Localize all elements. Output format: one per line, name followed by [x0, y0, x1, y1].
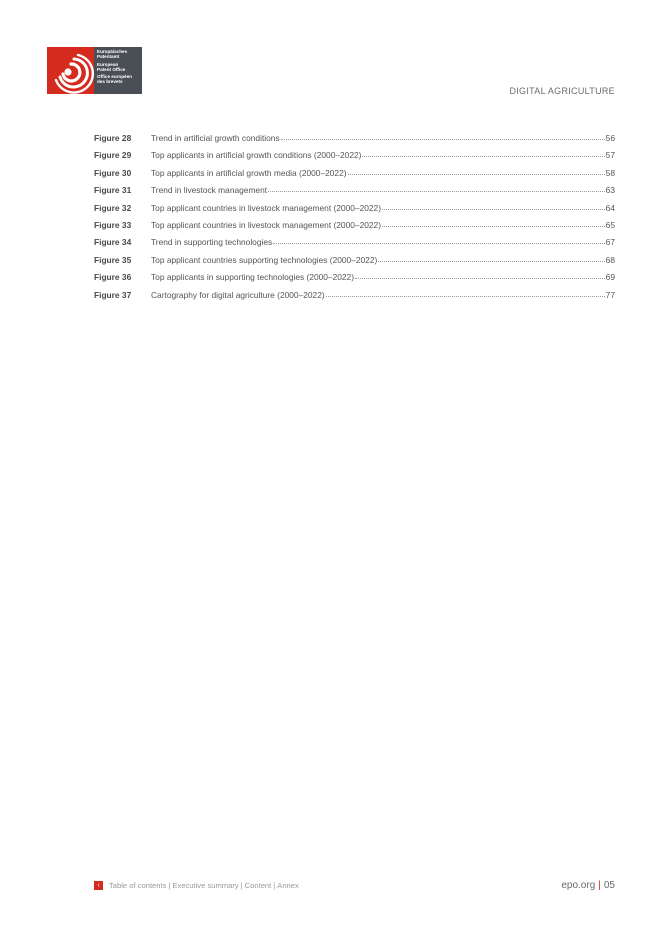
list-of-figures [94, 133, 615, 307]
toc-entry[interactable] [94, 255, 615, 272]
page-ref: 63 [605, 185, 615, 196]
toc-entry[interactable] [94, 185, 615, 202]
nav-link-content[interactable]: Content [244, 880, 272, 890]
figure-title: Top applicant countries in livestock management (2000–2022) [151, 202, 381, 213]
toc-entry[interactable] [94, 237, 615, 254]
leader-dots [281, 138, 605, 140]
toc-entry[interactable] [94, 133, 615, 150]
leader-dots [378, 260, 604, 262]
page-ref: 67 [605, 237, 615, 248]
nav-separator: | [273, 880, 276, 890]
footer-nav [94, 881, 299, 890]
leader-dots [326, 295, 605, 297]
leader-dots [355, 277, 605, 279]
leader-dots [382, 208, 605, 210]
nav-link-executive-summary[interactable]: Executive summary [172, 880, 239, 890]
figure-title: Top applicants in supporting technologies (2000–2022) [151, 272, 355, 283]
chevron-left-icon[interactable]: ‹ [94, 881, 103, 890]
epo-logo [47, 47, 142, 94]
leader-dots [382, 225, 605, 227]
figure-title: Top applicant countries in livestock management (2000–2022) [151, 219, 381, 230]
figure-title: Top applicant countries supporting technologies (2000–2022) [151, 254, 378, 265]
figure-number: Figure 36 [94, 272, 132, 283]
figure-title: Cartography for digital agriculture (2000–2022) [151, 289, 325, 300]
figure-number: Figure 32 [94, 202, 132, 213]
page-ref: 58 [605, 167, 615, 178]
figure-number: Figure 35 [94, 254, 132, 265]
figure-number: Figure 29 [94, 150, 132, 161]
footer-page-info [561, 880, 615, 891]
page-ref: 64 [605, 202, 615, 213]
figure-number: Figure 28 [94, 133, 132, 143]
nav-link-annex[interactable]: Annex [277, 880, 299, 890]
figure-title: Trend in livestock management [151, 185, 268, 196]
page-number: 05 [603, 879, 615, 891]
figure-title: Top applicants in artificial growth conditions (2000–2022) [151, 150, 362, 161]
page-ref: 77 [605, 289, 615, 300]
page-ref: 69 [605, 272, 615, 283]
site-link[interactable]: epo.org [561, 879, 596, 891]
figure-title: Trend in supporting technologies [151, 237, 273, 248]
nav-separator: | [168, 880, 171, 890]
page-separator: | [598, 879, 601, 891]
page-footer [94, 878, 615, 892]
epo-logo-mark [47, 47, 94, 94]
figure-number: Figure 37 [94, 289, 132, 300]
toc-entry[interactable] [94, 203, 615, 220]
toc-entry[interactable] [94, 290, 615, 307]
epo-logo-text: Europäisches Patentamt European Patent Office Office européen des brevets [94, 47, 142, 94]
figure-number: Figure 31 [94, 185, 132, 196]
leader-dots [268, 190, 605, 192]
page-ref: 57 [605, 150, 615, 161]
figure-number: Figure 30 [94, 167, 132, 178]
figure-title: Top applicants in artificial growth media (2000–2022) [151, 167, 347, 178]
figure-title: Trend in artificial growth conditions [151, 133, 280, 143]
page-ref: 68 [605, 254, 615, 265]
leader-dots [362, 155, 604, 157]
page-ref: 65 [605, 219, 615, 230]
toc-entry[interactable] [94, 272, 615, 289]
figure-number: Figure 34 [94, 237, 132, 248]
section-label: DIGITAL AGRICULTURE [509, 86, 615, 96]
toc-entry[interactable] [94, 168, 615, 185]
page-ref: 56 [605, 133, 615, 143]
leader-dots [348, 173, 605, 175]
nav-link-table-of-contents[interactable]: Table of contents [109, 880, 167, 890]
nav-separator: | [240, 880, 243, 890]
leader-dots [273, 242, 604, 244]
toc-entry[interactable] [94, 220, 615, 237]
toc-entry[interactable] [94, 150, 615, 167]
figure-number: Figure 33 [94, 219, 132, 230]
